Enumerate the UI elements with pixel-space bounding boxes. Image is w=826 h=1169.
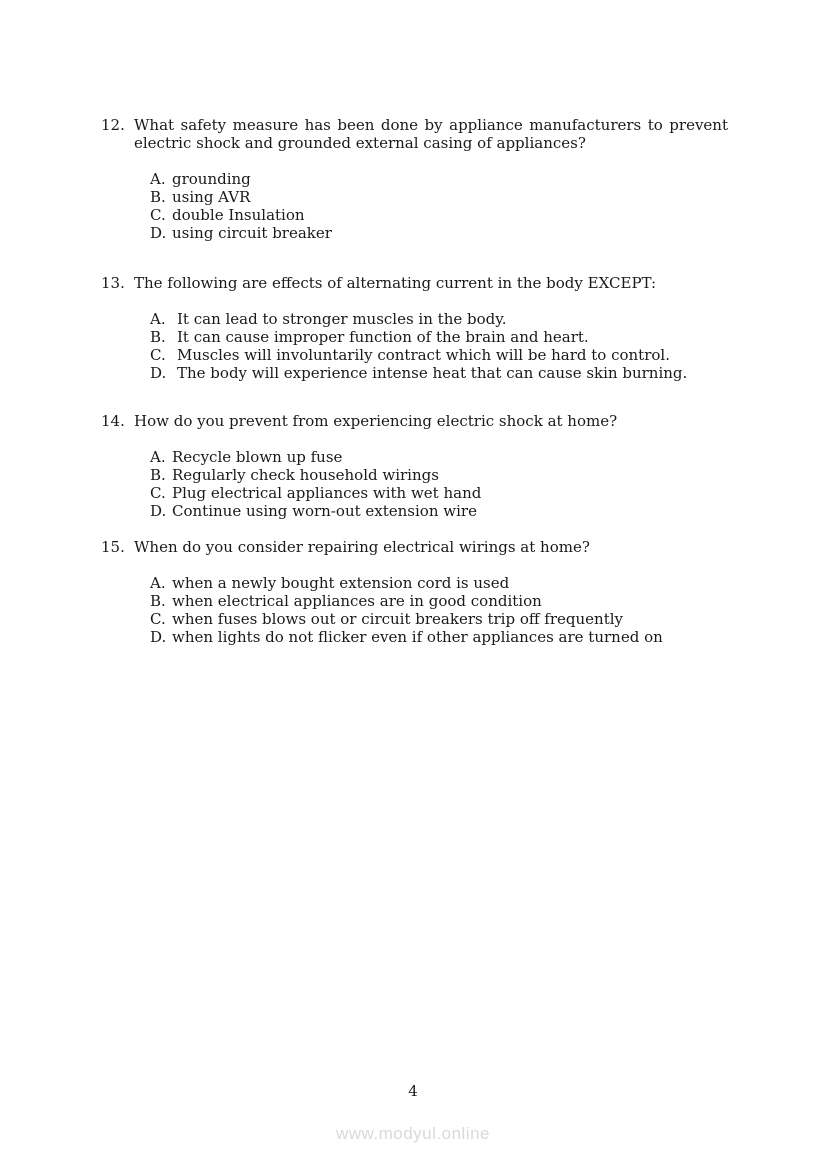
question-number: 14. [101,412,125,430]
option-letter: D. [150,628,167,646]
option-letter: B. [150,328,166,346]
option-letter: A. [150,170,166,188]
option-text: Recycle blown up fuse [172,448,343,466]
option-row [150,610,728,628]
option-letter: D. [150,364,167,382]
option-text: double Insulation [172,206,305,224]
option-letter: C. [150,484,166,502]
option-text: Continue using worn-out extension wire [172,502,477,520]
option-text: It can lead to stronger muscles in the body. [177,310,507,328]
watermark: www.modyul.online [335,1124,490,1143]
question-15-row [101,538,728,556]
option-text: The body will experience intense heat that can cause skin burning. [177,364,688,382]
option-letter: B. [150,592,166,610]
option-letter: D. [150,502,167,520]
option-row [150,328,728,346]
question-13 [101,274,728,382]
question-text: What safety measure has been done by appliance manufacturers to prevent electric shock and grounded external casing of appliances? [134,116,728,152]
option-row [150,206,728,224]
question-13-options [150,310,728,382]
option-letter: A. [150,448,166,466]
option-letter: A. [150,310,166,328]
option-letter: C. [150,610,166,628]
option-row [150,364,728,382]
option-row [150,502,728,520]
option-row [150,484,728,502]
option-text: using circuit breaker [172,224,332,242]
option-text: Regularly check household wirings [172,466,439,484]
question-number: 15. [101,538,125,556]
option-text: when fuses blows out or circuit breakers trip off frequently [172,610,623,628]
question-text: When do you consider repairing electrical wirings at home? [134,538,590,556]
question-15 [101,538,728,646]
option-row [150,224,728,242]
question-text: The following are effects of alternating current in the body EXCEPT: [134,274,657,292]
question-15-options [150,574,728,646]
question-14-options [150,448,728,520]
question-12-options [150,170,728,242]
question-14-row [101,412,728,430]
quiz-content [101,116,728,646]
question-13-row [101,274,728,292]
option-letter: C. [150,206,166,224]
option-row [150,592,728,610]
option-row [150,310,728,328]
option-row [150,170,728,188]
option-row [150,574,728,592]
option-text: using AVR [172,188,251,206]
option-text: when lights do not flicker even if other appliances are turned on [172,628,663,646]
option-letter: A. [150,574,166,592]
question-number: 13. [101,274,125,292]
option-text: grounding [172,170,251,188]
option-text: when a newly bought extension cord is used [172,574,510,592]
option-letter: B. [150,188,166,206]
option-text: It can cause improper function of the brain and heart. [177,328,589,346]
question-14 [101,412,728,520]
option-row [150,628,728,646]
option-text: Muscles will involuntarily contract which will be hard to control. [177,346,670,364]
option-row [150,466,728,484]
option-text: Plug electrical appliances with wet hand [172,484,482,502]
question-text: How do you prevent from experiencing electric shock at home? [134,412,618,430]
question-12-row [101,116,728,152]
option-letter: C. [150,346,166,364]
page-number: 4 [408,1082,418,1100]
question-number: 12. [101,116,125,134]
option-text: when electrical appliances are in good condition [172,592,542,610]
option-row [150,188,728,206]
question-12 [101,116,728,242]
option-row [150,448,728,466]
option-letter: B. [150,466,166,484]
option-row [150,346,728,364]
option-letter: D. [150,224,167,242]
